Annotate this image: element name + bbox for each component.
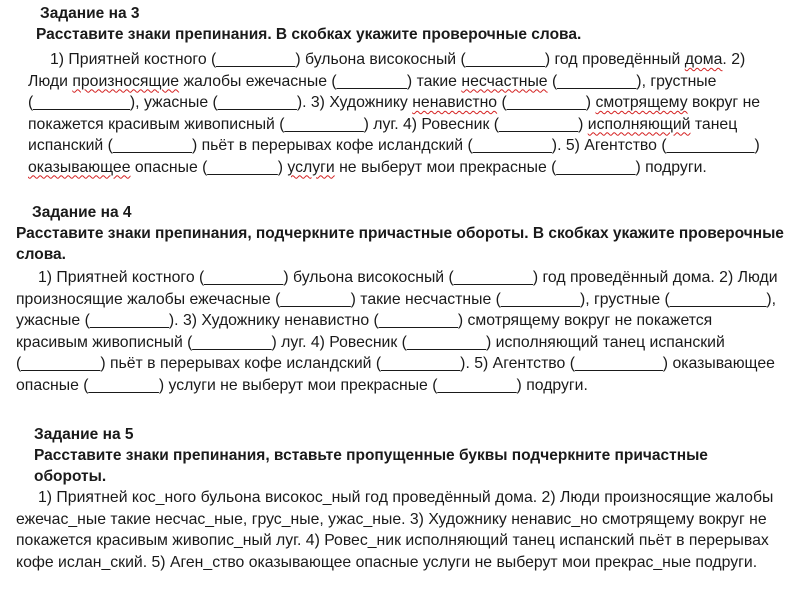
task-4-text: [16, 267, 786, 396]
spellcheck-underlined-word: услуги: [287, 158, 335, 176]
task-5: [0, 425, 800, 573]
spellcheck-underlined-word: дома: [684, 51, 723, 68]
task-3: [0, 4, 800, 178]
spellcheck-underlined-word: смотрящему: [595, 94, 688, 111]
task-4-text-content: 1) Приятней костного (_________) бульона високосный (_________) год проведённый дома. 2) Люди произносящие жалобы ежечасные (________) такие несчастные (_________), грустные (___________), ужасные (_________). 3) Художнику ненавистно (_________) смотрящему вокруг не покажется красивым живописный (_________) луг. 4) Ровесник (_________) исполняющий танец испанский (_________) пьёт в перерывах кофе исландский (_________). 5) Агентство (__________) оказывающее опасные (________) услуги не выберут мои прекрасные (_________) подруги.: [16, 269, 778, 394]
task-3-text-part: 1) Приятней костного (_________) бульона високосный (_________) год проведённый: [50, 51, 685, 68]
task-3-text: [28, 49, 780, 178]
task-4: [0, 203, 800, 396]
task-3-text-part: танец испанский (_________) пьёт в перерывах кофе исландский (_________). 5) Агентство (__________): [28, 115, 760, 154]
task-3-title: Задание на 3: [40, 5, 140, 22]
task-4-instruction: Расставите знаки препинания, подчеркните причастные обороты. В скобках укажите проверочные слова.: [16, 225, 784, 263]
task-3-text-part: опасные (________): [130, 158, 288, 176]
task-5-text: [16, 487, 786, 573]
spellcheck-underlined-word: оказывающее: [28, 158, 131, 176]
task-5-instruction: Расставите знаки препинания, вставьте пропущенные буквы подчеркните причастные обороты.: [34, 447, 708, 485]
task-3-text-part: . 2) Люди: [28, 51, 746, 90]
task-5-text-content: 1) Приятней кос_ного бульона високос_ный год проведённый дома. 2) Люди произносящие жалобы ежечас_ные такие несчас_ные, грус_ные, ужас_ные. 3) Художнику ненавис_но смотрящему вокруг не покажется красивым живопис_ный луг. 4) Ровес_ник исполняющий танец испанский пьёт в перерывах кофе ислан_ский. 5) Аген_ство оказывающее опасные услуги не выберут мои прекрас_ные подруги.: [16, 489, 774, 571]
spellcheck-underlined-word: несчастные: [461, 72, 548, 90]
task-5-title: Задание на 5: [34, 426, 134, 443]
spellcheck-underlined-word: ненавистно: [412, 94, 498, 111]
task-3-text-part: (_________), грустные (___________), ужасные (_________). 3) Художнику: [28, 72, 717, 111]
spellcheck-underlined-word: исполняющий: [587, 115, 691, 133]
task-4-title: Задание на 4: [32, 204, 132, 221]
spellcheck-underlined-word: произносящие: [72, 72, 180, 90]
task-3-text-part: жалобы ежечасные (________) такие: [179, 72, 462, 90]
task-3-text-part: вокруг не покажется красивым живописный (_________) луг. 4) Ровесник (_________): [28, 94, 761, 133]
task-3-text-part: (_________): [497, 94, 596, 111]
task-3-instruction: Расставите знаки препинания. В скобках укажите проверочные слова.: [36, 26, 582, 43]
task-3-text-part: не выберут мои прекрасные (_________) подруги.: [334, 158, 707, 176]
